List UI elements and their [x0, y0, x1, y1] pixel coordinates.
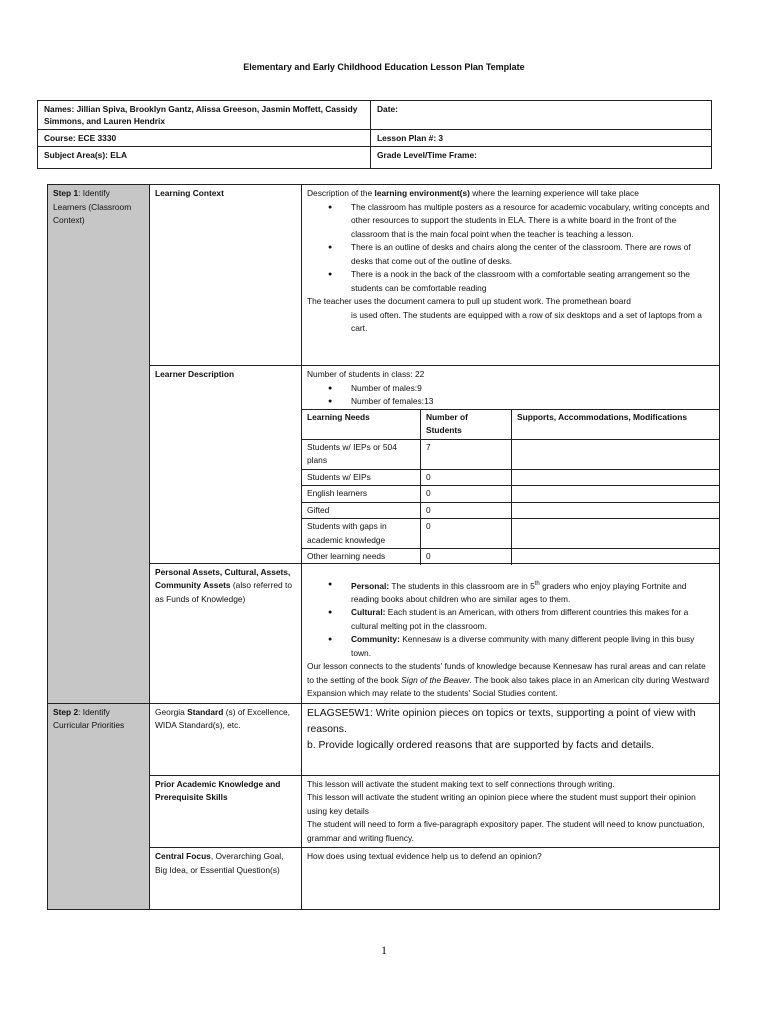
list-item: ● Number of males:9 — [351, 382, 714, 396]
names-cell: Names: Jillian Spiva, Brooklyn Gantz, Alissa Greeson, Jasmin Moffett, Cassidy Simmons, and Lauren Hendrix — [38, 101, 371, 130]
page-number: 1 — [381, 943, 387, 957]
step2-subtitle: : Identify Curricular Priorities — [53, 706, 125, 731]
column-header: Learning Needs — [302, 409, 421, 439]
learning-context-list — [307, 201, 714, 296]
standard-line-2: b. Provide logically ordered reasons that are supported by facts and details. — [307, 739, 655, 751]
step2-title: Step 2 — [53, 706, 79, 717]
subject-cell: Subject Area(s): ELA — [38, 147, 371, 169]
prior-line: This lesson will activate the student writing an opinion piece where the student must support their opinion using key details — [307, 792, 696, 816]
standard-label: Georgia Standard (s) of Excellence, WIDA Standard(s), etc. — [150, 703, 302, 775]
table-row: Gifted 0 — [302, 502, 719, 519]
list-item: ● Cultural: Each student is an American, with others from different countries this makes for a cultural melting pot in the classroom. — [351, 606, 714, 633]
header-table — [37, 100, 712, 169]
standard-line-1: ELAGSE5W1: Write opinion pieces on topics or texts, supporting a point of view with reasons. — [307, 707, 696, 735]
learning-context-closing: The teacher uses the document camera to pull up student work. The promethean board — [307, 296, 631, 306]
list-item: ● Personal: The students in this classroom are in 5th graders who enjoy playing Fortnite and reading books about children who are similar ages to them. — [351, 578, 714, 607]
step1-label — [48, 185, 150, 704]
step1-subtitle: : Identify Learners (Classroom Context) — [53, 188, 132, 225]
step1-title: Step 1 — [53, 188, 79, 198]
date-cell: Date: — [371, 101, 712, 130]
learning-context-intro: Description of the learning environment(s) where the learning experience will take place — [307, 188, 639, 198]
learning-needs-table — [302, 409, 719, 565]
list-item: ● There is an outline of desks and chairs along the center of the classroom. There are rows of desks that come out of the outline of desks. — [351, 241, 714, 268]
table-row: Students with gaps in academic knowledge 0 — [302, 519, 719, 549]
table-row: Students w/ IEPs or 504 plans 7 — [302, 439, 719, 469]
table-row: Students w/ EIPs 0 — [302, 469, 719, 486]
central-focus-label: Central Focus, Overarching Goal, Big Idea, or Essential Question(s) — [150, 848, 302, 910]
table-row: English learners 0 — [302, 486, 719, 503]
prior-knowledge-label: Prior Academic Knowledge and Prerequisite Skills — [150, 775, 302, 848]
table-row: Other learning needs 0 — [302, 549, 719, 565]
central-focus-content: How does using textual evidence help us to defend an opinion? — [302, 848, 720, 910]
list-item: ● There is a nook in the back of the classroom with a comfortable seating arrangement so the students can be comfortable reading — [351, 268, 714, 295]
assets-closing: Our lesson connects to the students' funds of knowledge because Kennesaw has rural areas and can relate to the setting of the book Sign of the Beaver. The book also takes place in an American city during Westward Expansion which may relate to the students' Social Studies content. — [307, 661, 710, 699]
standard-content — [302, 703, 720, 775]
assets-list — [307, 578, 714, 661]
list-item: ● Number of females:13 — [351, 395, 714, 409]
personal-assets-label: Personal Assets, Cultural, Assets, Community Assets (also referred to as Funds of Knowledge) — [150, 563, 302, 703]
prior-line: This lesson will activate the student making text to self connections through writing. — [307, 778, 615, 789]
learner-description-label: Learner Description — [150, 366, 302, 564]
learner-description-content — [302, 366, 720, 564]
learning-context-content — [302, 185, 720, 366]
list-item: ● Community: Kennesaw is a diverse community with many different people living in this busy town. — [351, 633, 714, 660]
document-title: Elementary and Early Childhood Education Lesson Plan Template — [243, 62, 525, 72]
list-item: ● The classroom has multiple posters as a resource for academic vocabulary, writing concepts and other resources to support the students in ELA. There is a white board in the front of the classroom that is the main focal point when the teacher is teaching a lesson. — [351, 201, 714, 242]
personal-assets-content — [302, 563, 720, 703]
column-header: Supports, Accommodations, Modifications — [512, 409, 720, 439]
step2-label — [48, 703, 150, 910]
grade-cell: Grade Level/Time Frame: — [371, 147, 712, 169]
gender-list — [307, 382, 714, 409]
course-cell: Course: ECE 3330 — [38, 130, 371, 147]
lesson-plan-table — [47, 184, 720, 910]
lesson-plan-cell: Lesson Plan #: 3 — [371, 130, 712, 147]
prior-knowledge-content — [302, 775, 720, 848]
prior-line: The student will need to form a five-paragraph expository paper. The student will need to know punctuation, grammar and writing fluency. — [307, 819, 705, 843]
learning-context-label: Learning Context — [150, 185, 302, 366]
learning-context-closing-rest: is used often. The students are equipped with a row of six desktops and a set of laptops from a cart. — [351, 309, 702, 333]
column-header: Number of Students — [421, 409, 512, 439]
student-count: Number of students in class: 22 — [307, 369, 425, 379]
